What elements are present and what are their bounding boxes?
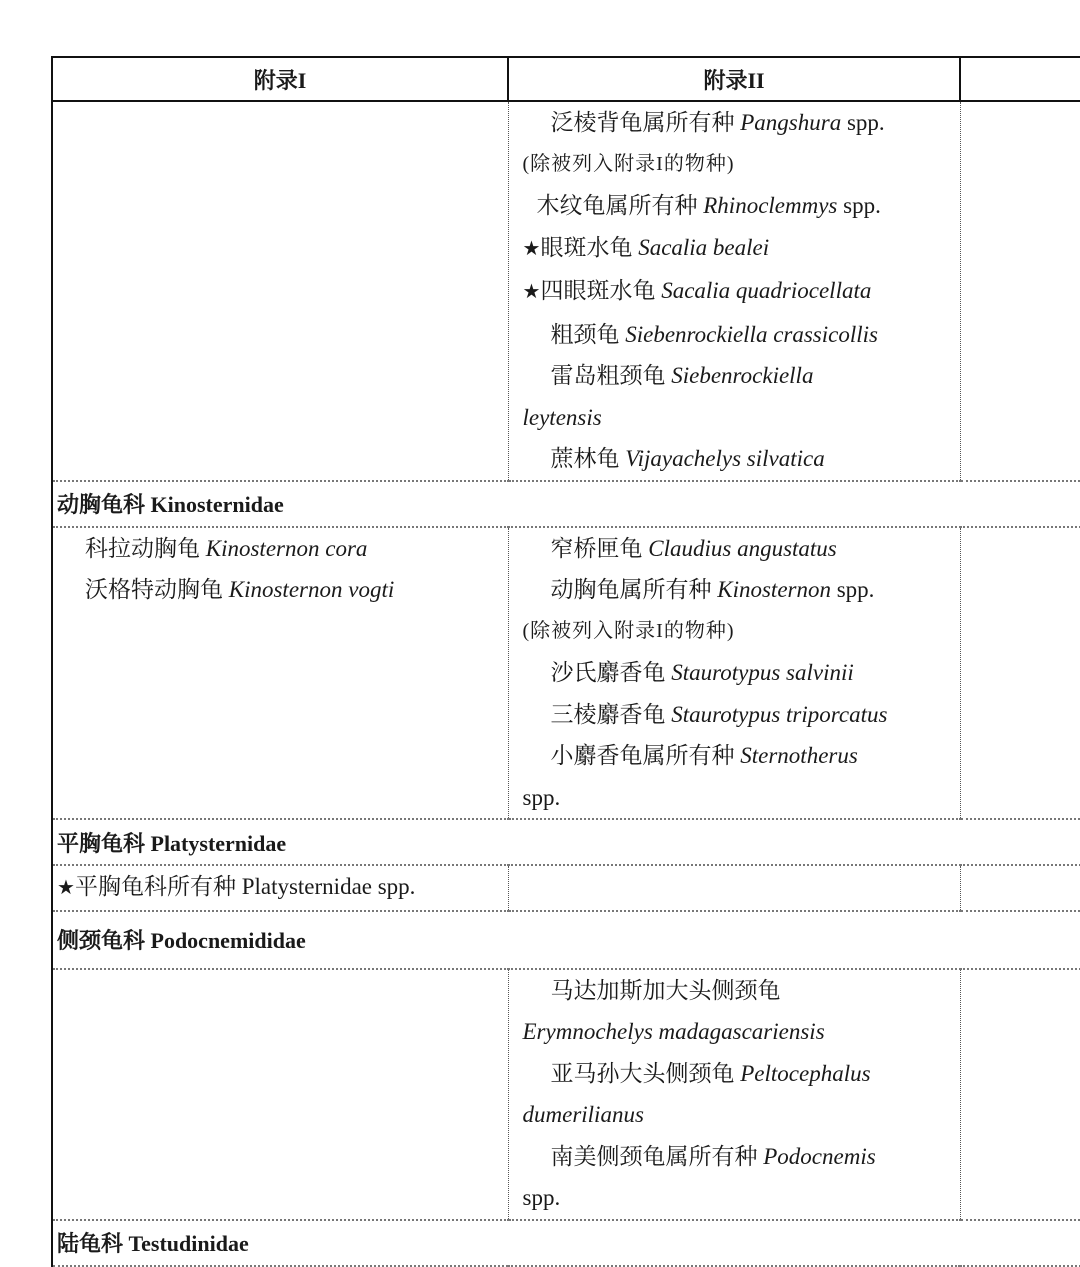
species-line: 沃格特动胸龟 Kinosternon vogti [85,577,395,602]
cell-appendix-III [960,969,1080,1220]
species-line-wrap: spp. [522,784,561,810]
species-line: 小麝香龟属所有种 Sternotherus [550,743,858,768]
cell-appendix-III [960,527,1080,820]
species-line-wrap: Erymnochelys madagascariensis [522,1019,825,1044]
cell-appendix-II [508,527,960,820]
species-line: 粗颈龟 Siebenrockiella crassicollis [550,321,878,347]
species-line: ★四眼斑水龟 Sacalia quadriocellata [522,278,872,303]
cell-appendix-I [52,527,508,820]
cell-appendix-I [52,101,508,481]
table-row-kinosternidae [52,527,1080,820]
species-line: 马达加斯加大头侧颈龟 [550,977,781,1003]
species-line: ★平胸龟科所有种 Platysternidae spp. [57,874,416,899]
family-heading: 陆龟科 Testudinidae [52,1220,1080,1266]
cites-appendix-table [51,56,1080,1267]
species-line: 木纹龟属所有种 Rhinoclemmys spp. [536,193,881,218]
cell-appendix-II [508,969,960,1220]
cell-appendix-III [960,865,1080,911]
species-line-wrap: leytensis [522,404,602,430]
family-row-platysternidae [52,819,1080,865]
cell-appendix-III [960,101,1080,481]
table-row-platysternidae [52,865,1080,911]
family-heading: 动胸龟科 Kinosternidae [52,481,1080,527]
header-appendix-III [960,57,1080,101]
table-row-continuation [52,101,1080,481]
star-icon: ★ [57,877,75,899]
species-line: 动胸龟属所有种 Kinosternon spp. [550,577,875,602]
header-appendix-I: 附录I [52,57,508,101]
species-line: 沙氏麝香龟 Staurotypus salvinii [550,660,854,685]
exclusion-note: (除被列入附录I的物种) [522,152,735,175]
family-heading: 平胸龟科 Platysternidae [52,819,1080,865]
species-line: 蔗林龟 Vijayachelys silvatica [550,446,825,471]
document-page [51,56,1080,1267]
species-line: 窄桥匣龟 Claudius angustatus [550,535,837,561]
species-line-wrap: spp. [522,1185,561,1210]
cell-appendix-I [52,969,508,1220]
species-line-wrap: dumerilianus [522,1102,644,1127]
cell-appendix-I [52,865,508,911]
species-line: 泛棱背龟属所有种 Pangshura spp. [550,110,885,135]
family-heading: 侧颈龟科 Podocnemididae [52,911,1080,969]
species-line: ★眼斑水龟 Sacalia bealei [522,234,770,260]
exclusion-note: (除被列入附录I的物种) [522,619,735,642]
header-appendix-II: 附录II [508,57,960,101]
species-line: 南美侧颈龟属所有种 Podocnemis [550,1143,876,1169]
family-row-testudinidae [52,1220,1080,1266]
table-header-row [52,57,1080,101]
species-line: 雷岛粗颈龟 Siebenrockiella [550,363,814,388]
species-line: 三棱麝香龟 Staurotypus triporcatus [550,701,888,727]
table-row-podocnemididae [52,969,1080,1220]
family-row-kinosternidae [52,481,1080,527]
species-line: 亚马孙大头侧颈龟 Peltocephalus [550,1060,871,1086]
star-icon: ★ [522,237,541,260]
cell-appendix-II [508,865,960,911]
species-line: 科拉动胸龟 Kinosternon cora [85,535,368,561]
family-row-podocnemididae [52,911,1080,969]
star-icon: ★ [522,281,541,303]
cell-appendix-II [508,101,960,481]
